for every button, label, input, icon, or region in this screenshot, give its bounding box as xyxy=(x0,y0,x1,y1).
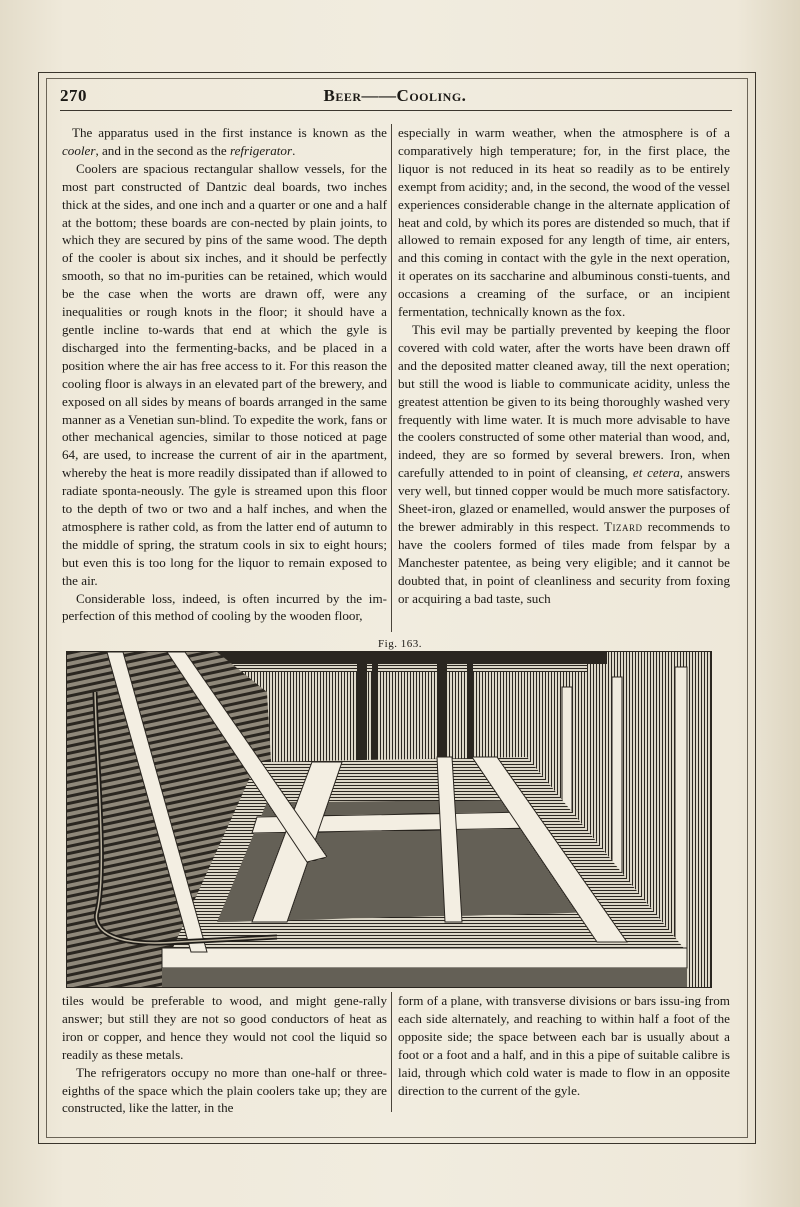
italic-term: cooler xyxy=(62,142,96,158)
column-right-lower xyxy=(398,992,730,1099)
column-left-lower xyxy=(62,992,387,1117)
page-header xyxy=(60,86,730,110)
paragraph: form of a plane, with transverse divisions or bars issu-ing from each side alternately, and reaching to within half a foot of the opposite side; the space between each bar is usually about a foot or a foot and a half, and in this a pipe of suitable calibre is laid, through which cold water is made to flow in an opposite direction to the current of the gyle. xyxy=(398,993,730,1098)
smallcaps-name: Tizard xyxy=(604,518,643,534)
running-head: Beer——Cooling. xyxy=(323,86,467,105)
italic-term: refrigerator xyxy=(230,142,293,158)
paragraph: tiles would be preferable to wood, and might gene-rally answer; but still they are not so good conductors of heat as iron or copper, and hence they would not cool the liquid so readily as these metals. xyxy=(62,993,387,1062)
column-right-upper xyxy=(398,124,730,607)
page-number: 270 xyxy=(60,86,87,105)
paragraph: Coolers are spacious rectangular shallow vessels, for the most part constructed of Dantzic deal boards, two inches thick at the sides, and one inch and a quarter or one and a half at the bottom; these boards are con-nected by plain joints, to which they are secured by pins of the same wood. The depth of the cooler is about six inches, and it should be perfectly smooth, so that no im-purities can be retained, which would be the case when the worts are drawn off, were any inequalities or rough knots in the floor; it should have a gentle incline to-wards that end at which the gyle is discharged into the fermenting-backs, and be placed in a position where the air has free access to it. For this reason the cooling floor is always in an elevated part of the brewery, and exposed on all sides by means of boards arranged in the same manner as a Venetian sun-blind. To expedite the work, fans or other mechanical agencies, similar to those noticed at page 64, are used, to increase the current of air in the apartment, whereby the heat is more readily dissipated than if allowed to radiate sponta-neously. The gyle is streamed upon this floor to the depth of two or two and a half inches, and when the atmosphere is rather cold, as from the latter end of autumn to the middle of spring, the stratum cools in six to eight hours; but even this is too long for the liquor to remain exposed to the air. xyxy=(62,160,387,588)
column-left-upper xyxy=(62,124,387,625)
cooler-engraving xyxy=(67,652,711,987)
column-divider xyxy=(391,992,392,1112)
paragraph: The refrigerators occupy no more than one-half or three-eighths of the space which the plain coolers take up; they are constructed, like the latter, in the xyxy=(62,1064,387,1116)
paragraph: The apparatus used in the first instance is known as the cooler, and in the second as the refrigerator. xyxy=(62,125,387,158)
paragraph: Considerable loss, indeed, is often incurred by the im-perfection of this method of cooling by the wooden floor, xyxy=(62,590,387,624)
figure-illustration xyxy=(66,651,712,988)
header-rule xyxy=(60,110,732,111)
column-divider xyxy=(391,124,392,632)
paragraph: This evil may be partially prevented by keeping the floor covered with cold water, after the worts have been drawn off and the deposited matter cleaned away, till the next operation; but still the wood is liable to communicate acidity, unless the greatest attention be given to its being thoroughly washed very frequently with lime water. It is much more advisable to have the coolers constructed of some other material than wood, and, indeed, they are so formed by several brewers. Iron, when carefully attended to in point of cleansing, et cetera, answers very well, but tinned copper would be much more satisfactory. Sheet-iron, glazed or enamelled, would answer the purposes of the brewer admirably in this respect. Tizard recommends to have the coolers formed of tiles made from felspar by a Manchester patentee, as being very eligible; and it cannot be doubted that, in point of cleanliness and security from foxing or acquiring a bad taste, such xyxy=(398,321,730,606)
figure-caption: Fig. 163. xyxy=(378,638,422,650)
italic-term: et cetera xyxy=(632,465,680,481)
paragraph: especially in warm weather, when the atmosphere is of a comparatively high temperature; for, in the first place, the liquor is not reduced in its heat so readily as to be entirely exempt from acidity; and, in the second, the wood of the vessel experiences considerable change in the alternate application of heat and cold, by which its pores are distended so much, that if allowed to remain exposed for any length of time, air enters, and this coming in contact with the gyle in the next operation, it operates on its saccharine and albuminous consti-tuents, and occasions a creaming of the surface, or an incipient fermentation, technically known as the fox. xyxy=(398,125,730,320)
